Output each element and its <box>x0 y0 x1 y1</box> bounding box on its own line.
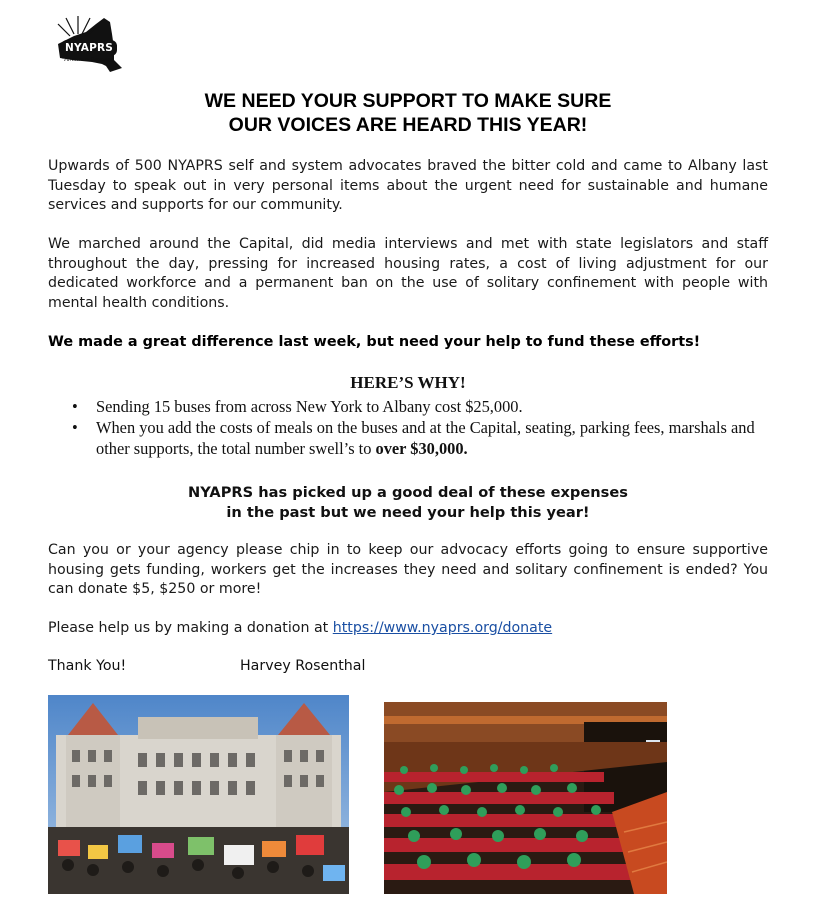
logo-tagline: "Partners in Recovery" <box>62 58 115 63</box>
logo-wordmark: NYAPRS <box>61 40 117 56</box>
title-line-1: WE NEED YOUR SUPPORT TO MAKE SURE <box>204 90 612 112</box>
donate-line <box>48 619 768 639</box>
reason-costs-total: over $30,000. <box>375 439 468 458</box>
expenses-statement <box>0 483 816 523</box>
expenses-line-1: NYAPRS has picked up a good deal of these expenses <box>188 484 628 501</box>
signer-name: Harvey Rosenthal <box>240 658 366 674</box>
list-item <box>72 417 772 459</box>
ask-paragraph: Can you or your agency please chip in to keep our advocacy efforts going to ensure supportive housing gets funding, workers get the increases they need and solitary confinement is ended? You can donate $5, $250 or more! <box>48 542 768 597</box>
auditorium-photo <box>384 702 667 894</box>
reason-costs: When you add the costs of meals on the buses and at the Capital, seating, parking fees, marshals and other supports, the total number swell’s to <box>96 418 755 458</box>
donate-text: Please help us by making a donation at <box>48 620 333 636</box>
title-line-2: OUR VOICES ARE HEARD THIS YEAR! <box>228 114 588 136</box>
list-item <box>72 396 772 417</box>
thank-you: Thank You! <box>48 658 127 674</box>
reasons-list <box>72 396 772 459</box>
intro-paragraph: Upwards of 500 NYAPRS self and system advocates braved the bitter cold and came to Albany last Tuesday to speak out in very personal items about the urgent need for sustainable and humane services and supports for our community. <box>48 158 768 213</box>
bullet: • <box>72 418 78 437</box>
reason-buses: Sending 15 buses from across New York to Albany cost $25,000. <box>96 397 523 416</box>
heres-why-heading: HERE’S WHY! <box>350 373 466 392</box>
difference-statement: We made a great difference last week, but need your help to fund these efforts! <box>48 334 701 350</box>
bullet: • <box>72 397 78 416</box>
donate-link[interactable]: https://www.nyaprs.org/donate <box>332 620 553 636</box>
capitol-rally-photo <box>48 695 349 894</box>
nyaprs-logo <box>52 14 124 76</box>
page-title <box>0 89 816 137</box>
march-paragraph: We marched around the Capital, did media interviews and met with state legislators and staff throughout the day, pressing for increased housing rates, a cost of living adjustment for our dedicated workforce and a permanent ban on the use of solitary confinement with people with mental health conditions. <box>48 236 768 311</box>
expenses-line-2: in the past but we need your help this year! <box>226 504 590 521</box>
